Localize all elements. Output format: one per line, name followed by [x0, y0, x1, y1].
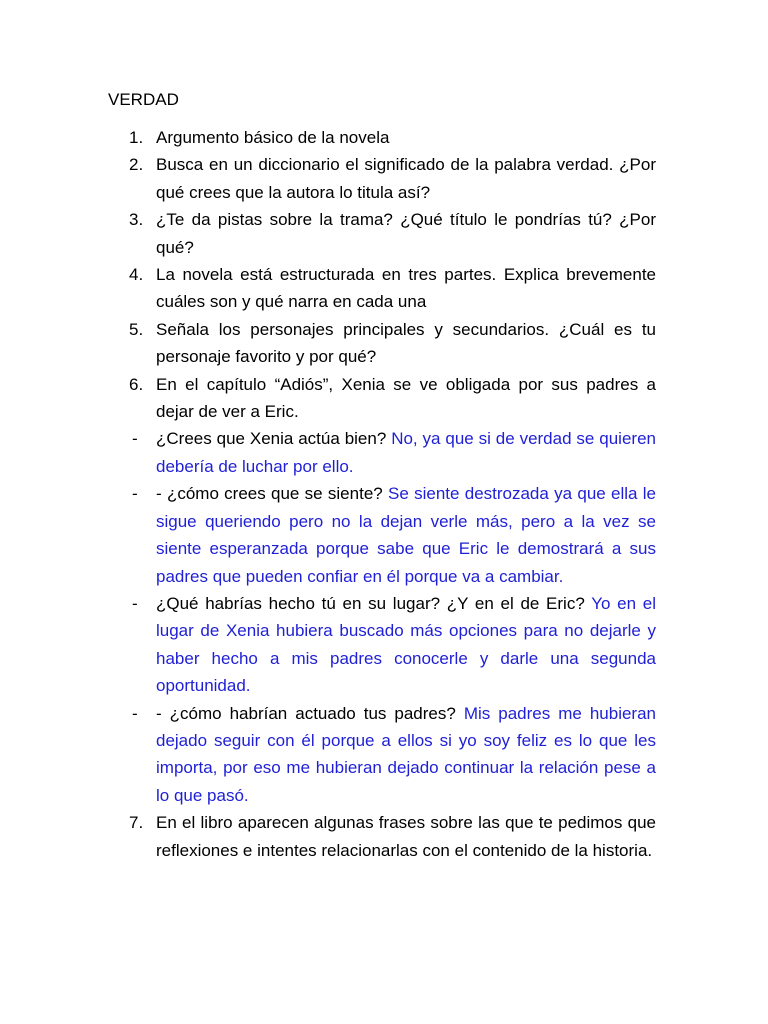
question-text: ¿Crees que Xenia actúa bien? — [156, 429, 387, 449]
list-marker: 4. — [129, 265, 144, 285]
list-item — [108, 480, 656, 590]
list-marker: 1. — [129, 128, 144, 147]
question-text: ¿Qué habrías hecho tú en su lugar? ¿Y en el de Eric? — [156, 593, 585, 613]
answer-text: Se siente destrozada ya que ella le sigue queriendo pero no la dejan verle más, pero a la vez se siente esperanzada porque sabe que Eric le demostrará a sus padres que pueden confiar en él porque va a cambiar. — [156, 484, 656, 586]
question-text: - ¿cómo crees que se siente? — [156, 484, 383, 504]
list-marker: - — [132, 484, 138, 504]
list-item — [108, 590, 656, 700]
list-marker: 7. — [129, 813, 144, 833]
list-marker: - — [132, 593, 138, 613]
list-item — [108, 425, 656, 480]
answer-text: No, ya que si de verdad se quieren debería de luchar por ello. — [156, 429, 656, 476]
answer-text: Mis padres me hubieran dejado seguir con él porque a ellos si yo soy feliz es lo que les importa, por eso me hubieran dejado continuar la relación pese a lo que pasó. — [156, 703, 656, 805]
list-item — [108, 809, 656, 864]
list-marker: - — [132, 703, 138, 723]
answer-text: Yo en el lugar de Xenia hubiera buscado más opciones para no dejarle y haber hecho a mis padres conocerle y darle una segunda oportunidad. — [156, 593, 656, 696]
document-title: VERDAD — [108, 90, 179, 109]
list-item — [108, 371, 656, 426]
list-marker: 2. — [129, 155, 144, 175]
list-marker: 5. — [129, 319, 144, 339]
list-item — [108, 151, 656, 206]
list-item — [108, 206, 656, 261]
list-marker: 6. — [129, 374, 144, 394]
question-text: Señala los personajes principales y secundarios. ¿Cuál es tu personaje favorito y por qué? — [156, 319, 656, 367]
question-text: Argumento básico de la novela — [156, 128, 390, 147]
question-list — [108, 124, 656, 864]
list-marker: 3. — [129, 210, 144, 230]
list-marker: - — [132, 429, 138, 449]
question-text: - ¿cómo habrían actuado tus padres? — [156, 703, 456, 723]
list-item — [108, 124, 656, 151]
list-item — [108, 700, 656, 810]
question-text: ¿Te da pistas sobre la trama? ¿Qué título le pondrías tú? ¿Por qué? — [156, 210, 656, 257]
question-text: En el capítulo “Adiós”, Xenia se ve obligada por sus padres a dejar de ver a Eric. — [156, 374, 656, 422]
question-text: Busca en un diccionario el significado de la palabra verdad. ¿Por qué crees que la autora lo titula así? — [156, 155, 656, 202]
list-item — [108, 316, 656, 371]
question-text: En el libro aparecen algunas frases sobre las que te pedimos que reflexiones e intentes relacionarlas con el contenido de la historia. — [156, 813, 656, 860]
question-text: La novela está estructurada en tres partes. Explica brevemente cuáles son y qué narra en cada una — [156, 265, 656, 312]
list-item — [108, 261, 656, 316]
